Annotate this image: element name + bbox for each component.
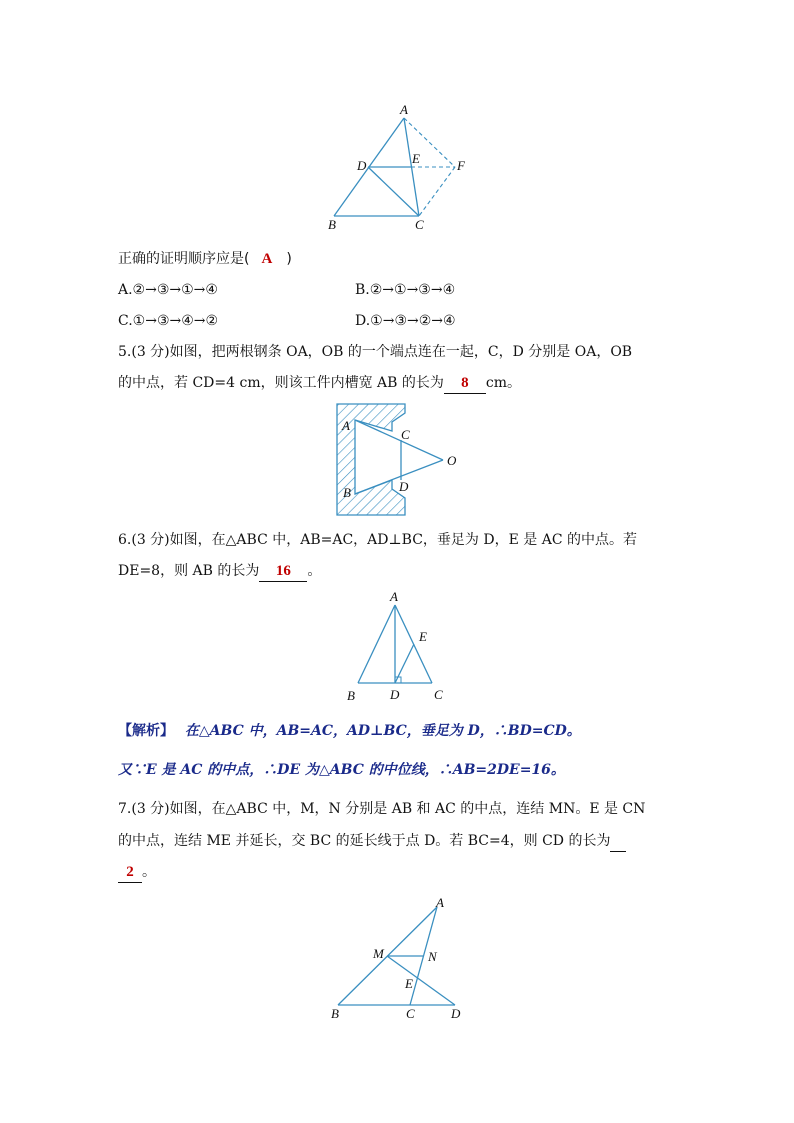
q7-line2-text: 的中点，连结 ME 并延长，交 BC 的延长线于点 D。若 BC=4，则 CD 的长为 (118, 833, 611, 849)
q4-figure (320, 100, 480, 235)
fig2-label-a: A (342, 418, 350, 433)
q6-explain-line2: 又∵E 是 AC 的中点，∴DE 为△ABC 的中位线，∴AB=2DE=16。 (118, 762, 565, 778)
q6-answer: 16 (275, 563, 291, 579)
fig3-label-c: C (434, 687, 443, 702)
q7-line2 (118, 831, 626, 852)
fig2-label-b: B (343, 485, 351, 500)
q6-line2-pre: DE=8，则 AB 的长为 (118, 563, 260, 579)
fig1-label-c: C (415, 217, 424, 232)
fig4-label-b: B (331, 1006, 339, 1021)
fig3-label-a: A (390, 589, 398, 604)
q4-answer: A (261, 251, 273, 267)
fig3-label-d: D (390, 687, 400, 702)
q4-option-d: D.①→③→②→④ (355, 313, 456, 329)
q5-line2-post: cm。 (485, 375, 522, 391)
explain-tag: 【解析】 (118, 723, 174, 739)
q6-figure (340, 588, 460, 706)
q5-line2-pre: 的中点，若 CD=4 cm，则该工件内槽宽 AB 的长为 (118, 375, 444, 391)
explain-text1: 在△ABC 中，AB=AC，AD⊥BC，垂足为 D，∴BD=CD。 (184, 723, 581, 739)
q6-line1: 6.(3 分)如图，在△ABC 中，AB=AC，AD⊥BC，垂足为 D，E 是 AC 的中点。若 (118, 532, 638, 548)
q6-explain-line1 (118, 721, 581, 741)
fig3-label-e: E (419, 629, 427, 644)
fig1-label-e: E (412, 151, 420, 166)
q4-option-c: C.①→③→④→② (118, 313, 219, 329)
q4-order-line (118, 249, 292, 269)
q5-line2 (118, 373, 521, 394)
fig4-label-m: M (373, 946, 384, 961)
q7-line3 (118, 862, 156, 883)
q7-answer: 2 (126, 864, 134, 880)
fig4-label-c: C (406, 1006, 415, 1021)
q6-line2-post: 。 (307, 563, 322, 579)
q5-answer: 8 (461, 375, 469, 391)
fig4-label-a: A (436, 895, 444, 910)
fig4-label-d: D (451, 1006, 461, 1021)
fig1-label-d: D (357, 158, 367, 173)
q7-line1: 7.(3 分)如图，在△ABC 中，M，N 分别是 AB 和 AC 的中点，连结 MN。E 是 CN (118, 801, 646, 817)
fig3-label-b: B (347, 688, 355, 703)
q6-line2 (118, 561, 321, 582)
q4-prompt: 正确的证明顺序应是( (118, 251, 250, 267)
q7-figure (325, 890, 475, 1025)
fig2-label-d: D (399, 479, 409, 494)
fig4-label-e: E (405, 976, 413, 991)
fig2-label-o: O (447, 453, 457, 468)
fig2-label-c: C (401, 427, 410, 442)
fig1-label-b: B (328, 217, 336, 232)
q5-line1: 5.(3 分)如图，把两根钢条 OA，OB 的一个端点连在一起，C，D 分别是 OA，OB (118, 344, 633, 360)
fig4-label-n: N (428, 949, 437, 964)
fig1-label-a: A (400, 102, 408, 117)
q4-option-a: A.②→③→①→④ (118, 282, 218, 298)
q5-figure (330, 398, 460, 520)
fig1-label-f: F (457, 158, 465, 173)
q4-option-b: B.②→①→③→④ (355, 282, 456, 298)
q7-line3-post: 。 (142, 864, 156, 880)
q4-close: ) (286, 251, 292, 267)
